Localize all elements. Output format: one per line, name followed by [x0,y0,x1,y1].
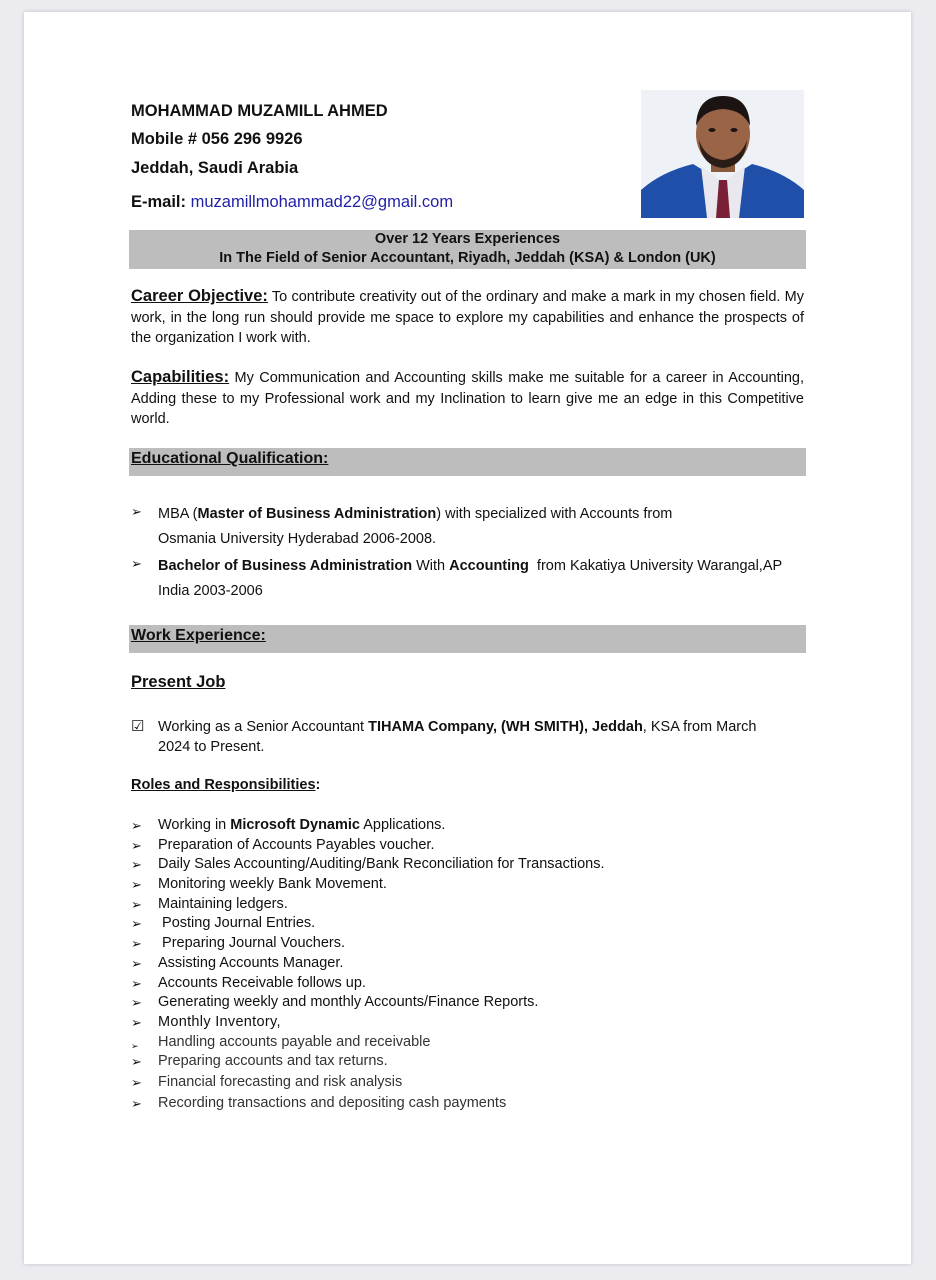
experience-years: Over 12 Years Experiences [374,231,561,247]
roles-heading: Roles and Responsibilities: [131,777,321,793]
present-job-line2: 2024 to Present. [158,739,265,755]
responsibility-text: Accounts Receivable follows up. [158,974,366,991]
mobile-number: Mobile # 056 296 9926 [131,130,303,148]
responsibility-text: Working in Microsoft Dynamic Applications. [158,817,446,833]
profile-photo [641,90,804,218]
education-bba-line1: Bachelor of Business Administration With Accounting from Kakatiya University Warangal,AP [158,558,783,574]
arrowhead-bullet-icon: ➢ [131,916,142,932]
present-job-line1: Working as a Senior Accountant TIHAMA Company, (WH SMITH), Jeddah, KSA from March [158,719,757,735]
arrowhead-bullet-icon: ➢ [131,837,142,853]
candidate-name: MOHAMMAD MUZAMILL AHMED [131,102,388,120]
arrowhead-bullet-icon: ➢ [131,955,142,971]
list-item [131,855,804,875]
education-mba-line2: Osmania University Hyderabad 2006-2008. [158,531,437,547]
arrowhead-bullet-icon: ➢ [131,975,142,991]
arrowhead-bullet-icon: ➢ [131,556,142,571]
experience-banner [129,230,806,269]
responsibilities-list [131,816,804,1114]
responsibility-text: Preparing accounts and tax returns. [158,1053,388,1070]
career-objective-text: To contribute creativity out of the ordinary and make a mark in my chosen field. My work, in the long run should provide me space to explore my capabilities and enhance the prospects of the organization I work with. [131,289,804,346]
list-item [131,1093,804,1114]
location: Jeddah, Saudi Arabia [131,159,299,177]
arrowhead-bullet-icon: ➢ [131,818,142,833]
education-section-bar [129,448,806,476]
capabilities [131,367,804,430]
roles-label: Roles and Responsibilities [131,777,316,793]
list-item [131,993,804,1013]
present-job-heading: Present Job [131,673,226,691]
list-item [131,914,804,934]
education-mba-line1: MBA (Master of Business Administration) with specialized with Accounts from [158,506,673,522]
resume-page [24,12,911,1264]
list-item [131,1013,804,1033]
responsibility-text: Generating weekly and monthly Accounts/Finance Reports. [158,994,539,1011]
responsibility-text: Maintaining ledgers. [158,895,288,912]
responsibility-text: Daily Sales Accounting/Auditing/Bank Reconciliation for Transactions. [158,856,605,873]
present-job-item [131,717,804,759]
career-objective [131,286,804,349]
list-item [131,1052,804,1072]
list-item [131,934,804,954]
email-label: E-mail: [131,193,187,211]
career-objective-label: Career Objective: [131,287,268,305]
list-item [131,1072,804,1093]
email-link[interactable]: muzamillmohammad22@gmail.com [190,193,454,211]
arrowhead-bullet-icon: ➢ [131,1014,142,1030]
responsibility-text: Preparation of Accounts Payables voucher. [158,836,435,853]
list-item [131,895,804,915]
arrowhead-bullet-icon: ➢ [131,504,142,519]
arrowhead-bullet-icon: ➢ [131,1095,142,1111]
education-bba-line2: India 2003-2006 [158,583,263,599]
education-item-bba [131,554,804,598]
education-item-mba [131,502,804,546]
list-item [131,954,804,974]
arrowhead-bullet-icon: ➢ [131,936,142,952]
responsibility-text: Assisting Accounts Manager. [158,954,344,971]
arrowhead-bullet-icon: ➢ [131,857,142,873]
responsibility-text: Preparing Journal Vouchers. [158,935,345,952]
list-item [131,816,804,836]
profile-photo-illustration [641,90,804,218]
education-title: Educational Qualification: [131,450,329,467]
responsibility-text: Monthly Inventory, [158,1013,281,1030]
responsibility-text: Posting Journal Entries. [158,915,316,932]
arrowhead-bullet-icon: ➢ [131,1040,139,1051]
arrowhead-bullet-icon: ➢ [131,896,142,912]
capabilities-text: My Communication and Accounting skills make me suitable for a career in Accounting, Adding these to my Professional work and my Inclination to learn give me an edge in this Competitive world. [131,370,804,427]
list-item [131,1033,804,1053]
arrowhead-bullet-icon: ➢ [131,1054,142,1070]
list-item [131,836,804,856]
list-item [131,875,804,895]
arrowhead-bullet-icon: ➢ [131,877,142,893]
responsibility-text: Recording transactions and depositing cash payments [158,1094,507,1111]
list-item [131,974,804,994]
checked-box-icon: ☑ [131,718,145,735]
arrowhead-bullet-icon: ➢ [131,1074,142,1090]
responsibility-text: Handling accounts payable and receivable [158,1033,431,1050]
experience-field: In The Field of Senior Accountant, Riyadh, Jeddah (KSA) & London (UK) [219,250,716,266]
work-section-bar [129,625,806,653]
responsibility-text: Monitoring weekly Bank Movement. [158,876,387,893]
work-title: Work Experience: [131,627,266,644]
capabilities-label: Capabilities: [131,368,230,386]
arrowhead-bullet-icon: ➢ [131,995,142,1011]
email-line [131,193,453,212]
responsibility-text: Financial forecasting and risk analysis [158,1073,403,1090]
